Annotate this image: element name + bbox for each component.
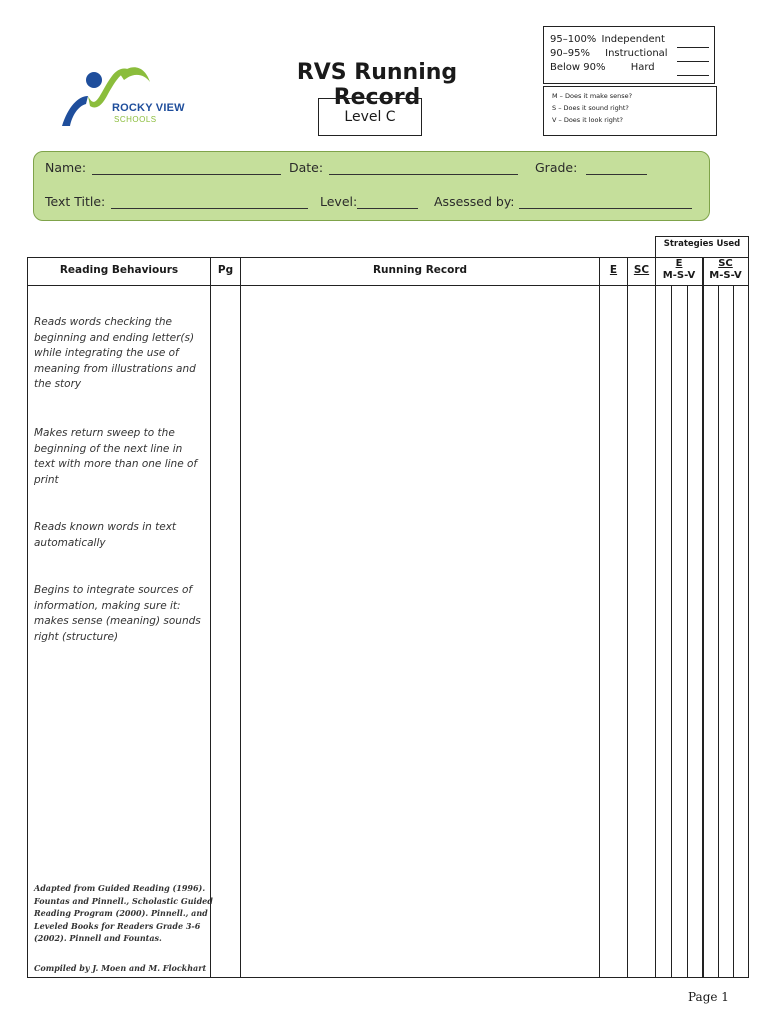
rocky-view-logo: [60, 62, 188, 128]
error-header: E: [609, 264, 618, 276]
behaviour-item: Makes return sweep to the beginning of the next line in text with more than one line of print: [34, 427, 198, 486]
page-title: RVS Running Record: [296, 60, 458, 110]
grade-field[interactable]: [586, 174, 647, 175]
source-credit: Adapted from Guided Reading (1996). Fountas and Pinnell., Scholastic Guided Reading Program (2000). Pinnell., and Leveled Books for Readers Grade 3-6 (2002). Pinnell and Fountas.: [34, 883, 213, 943]
behaviour-item: Begins to integrate sources of information, making sure it: makes sense (meaning) sounds right (structure): [34, 584, 201, 643]
score-range: Below 90%: [550, 62, 606, 73]
score-range: 95–100%: [550, 34, 597, 45]
logo-name: ROCKY VIEW: [112, 102, 185, 114]
level-field[interactable]: [357, 208, 418, 209]
name-label: Name:: [45, 160, 87, 175]
msv-key: [543, 86, 717, 136]
score-label: Instructional: [605, 48, 668, 59]
behaviour-item: Reads words checking the beginning and ending letter(s) while integrating the use of meaning from illustrations and the story: [34, 316, 196, 390]
sc-msv-header-bottom: M-S-V: [709, 270, 742, 281]
text-title-field[interactable]: [111, 208, 308, 209]
self-correction-header: SC: [633, 264, 650, 276]
scores-key: [543, 26, 715, 84]
behaviour-item: Reads known words in text automatically: [34, 521, 177, 549]
score-row: [550, 34, 665, 45]
compiled-by: Compiled by J. Moen and M. Flockhart: [34, 963, 207, 973]
logo-subtitle: SCHOOLS: [114, 115, 157, 124]
score-row: [550, 62, 655, 73]
msv-visual: V – Does it look right?: [552, 116, 623, 124]
score-blank: [677, 47, 709, 48]
msv-structure: S – Does it sound right?: [552, 104, 629, 112]
error-msv-header-bottom: M-S-V: [662, 270, 696, 281]
msv-meaning: M – Does it make sense?: [552, 92, 633, 100]
date-label: Date:: [289, 160, 324, 175]
score-label: Independent: [601, 34, 665, 45]
score-range: 90–95%: [550, 48, 590, 59]
text-title-label: Text Title:: [45, 194, 106, 209]
running-record-header: Running Record: [372, 264, 468, 276]
score-row: [550, 48, 668, 59]
grade-label: Grade:: [535, 160, 578, 175]
strategies-used-header: Strategies Used: [663, 239, 741, 249]
student-info-box: [33, 151, 710, 221]
level-label: Level C: [318, 98, 422, 136]
score-blank: [677, 61, 709, 62]
score-label: Hard: [630, 62, 655, 73]
running-record-area[interactable]: [241, 286, 599, 977]
level-field-label: Level:: [320, 194, 358, 209]
page-number: Page 1: [688, 990, 729, 1004]
name-field[interactable]: [92, 174, 281, 175]
assessed-by-field[interactable]: [519, 208, 692, 209]
pg-header: Pg: [217, 264, 234, 276]
error-msv-header-top: E: [675, 258, 683, 269]
reading-behaviours-header: Reading Behaviours: [59, 264, 179, 276]
assessed-by-label: Assessed by:: [434, 194, 515, 209]
date-field[interactable]: [329, 174, 518, 175]
score-blank: [677, 75, 709, 76]
sc-msv-header-top: SC: [718, 258, 733, 269]
